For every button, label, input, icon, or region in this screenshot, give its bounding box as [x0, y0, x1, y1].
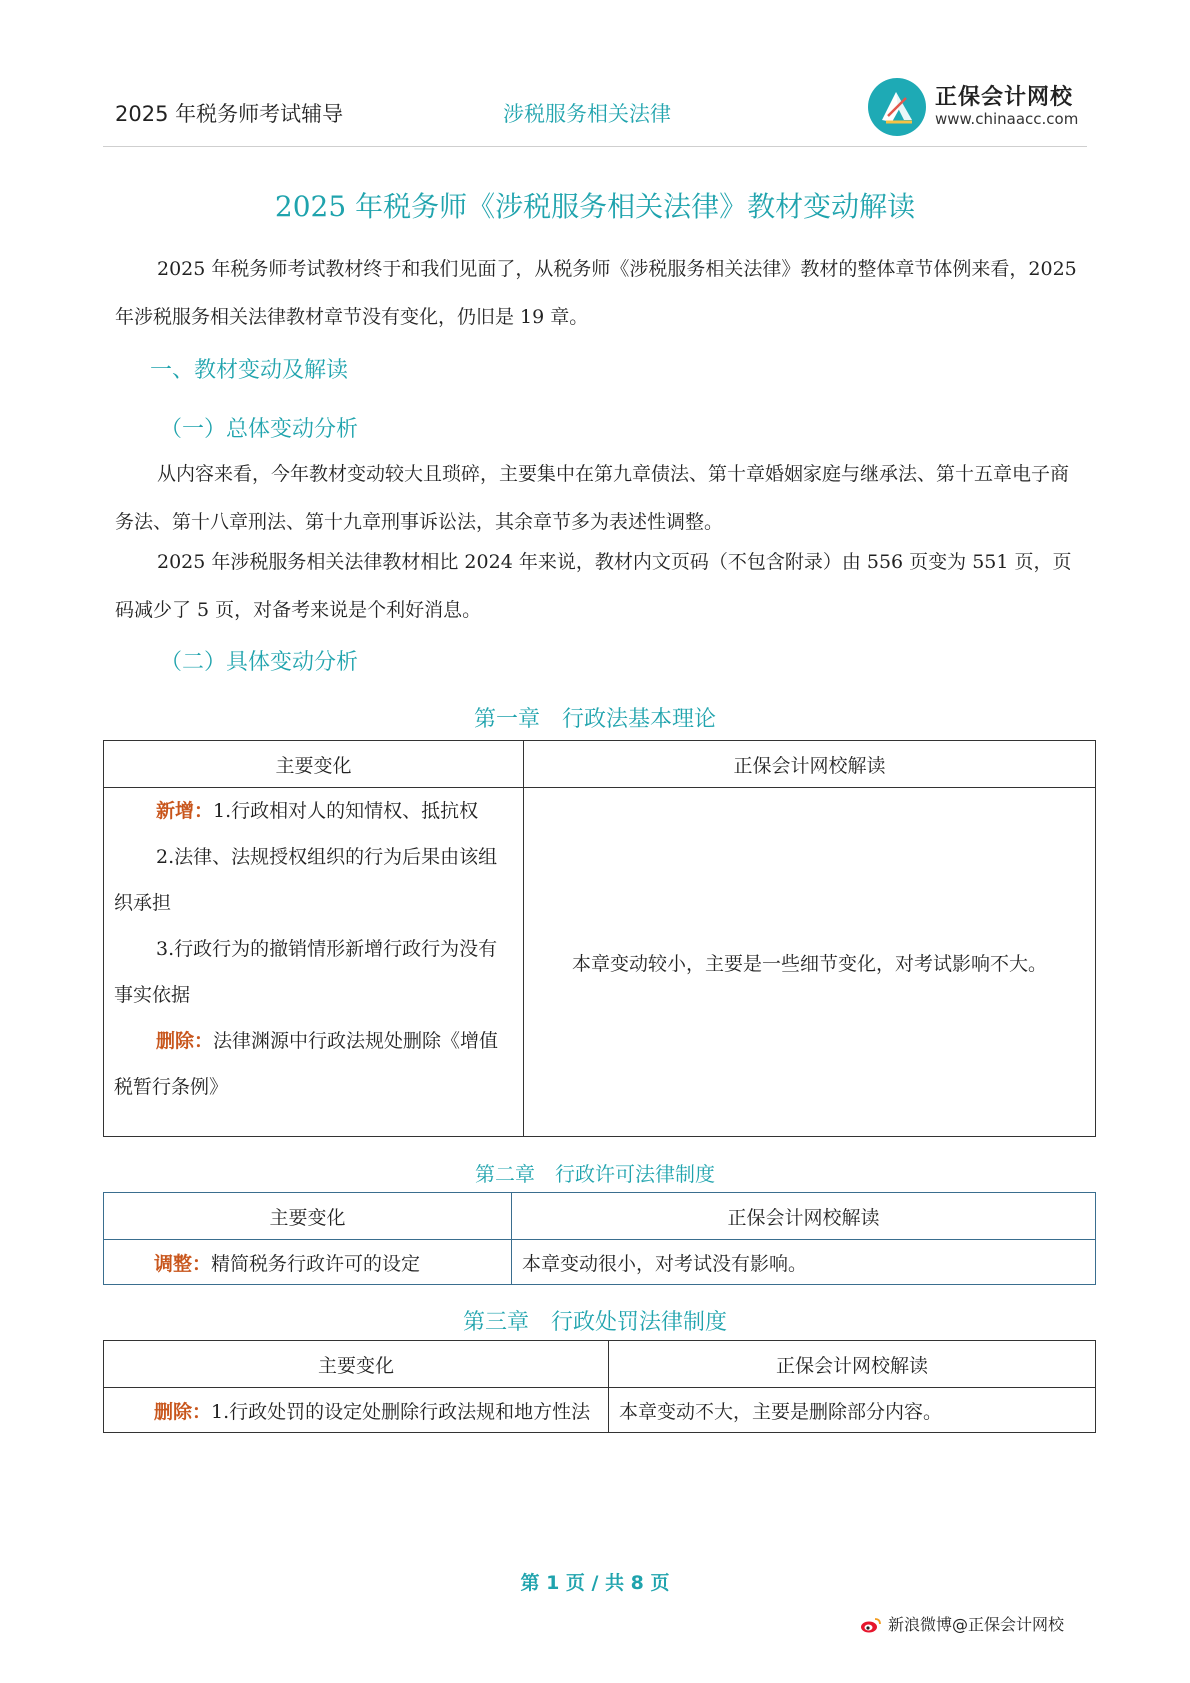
header-main-change: 主要变化: [104, 1193, 512, 1240]
logo-url: www.chinaacc.com: [935, 110, 1079, 128]
header-interpretation: 正保会计网校解读: [524, 741, 1096, 788]
chapter-2-interpretation: 本章变动很小，对考试没有影响。: [512, 1240, 1096, 1285]
page-number: 第 1 页 / 共 8 页: [520, 1572, 670, 1594]
chapter-3-table: [103, 1340, 1096, 1433]
subsection-heading-2: （二）具体变动分析: [160, 650, 359, 675]
section-heading-1: 一、教材变动及解读: [150, 358, 349, 383]
chapter-2-changes: 调整：精简税务行政许可的设定: [104, 1240, 512, 1285]
header-interpretation: 正保会计网校解读: [512, 1193, 1096, 1240]
chapter-1-interpretation: 本章变动较小，主要是一些细节变化，对考试影响不大。: [524, 788, 1096, 1137]
deleted-item: 删除：法律渊源中行政法规处删除《增值税暂行条例》: [114, 1030, 499, 1098]
header-left-title: 2025 年税务师考试辅导: [115, 102, 344, 126]
weibo-text: 新浪微博@正保会计网校: [888, 1615, 1065, 1634]
overall-paragraph-1: 从内容来看，今年教材变动较大且琐碎，主要集中在第九章债法、第十章婚姻家庭与继承法、第十五章电子商务法、第十八章刑法、第十九章刑事诉讼法，其余章节多为表述性调整。: [115, 463, 1070, 533]
added-item-1: 新增：1.行政相对人的知情权、抵抗权: [156, 800, 479, 822]
chapter-3-interpretation: 本章变动不大，主要是删除部分内容。: [609, 1388, 1096, 1433]
chapter-1-table: [103, 740, 1096, 1137]
chapter-1-title: 第一章 行政法基本理论: [473, 707, 716, 732]
chapter-2-title: 第二章 行政许可法律制度: [475, 1162, 715, 1186]
deleted-label: 删除：: [156, 1030, 214, 1052]
intro-paragraph: 2025 年税务师考试教材终于和我们见面了，从税务师《涉税服务相关法律》教材的整体章节体例来看，2025 年涉税服务相关法律教材章节没有变化，仍旧是 19 章。: [115, 258, 1077, 328]
chapter-2-table: [103, 1192, 1096, 1285]
header-main-change: 主要变化: [104, 1341, 609, 1388]
document-title: 2025 年税务师《涉税服务相关法律》教材变动解读: [274, 190, 916, 223]
header-main-change: 主要变化: [104, 741, 524, 788]
page-header: [103, 60, 1087, 147]
header-subject: 涉税服务相关法律: [503, 102, 671, 126]
weibo-icon: [860, 1617, 882, 1633]
chapter-3-title: 第三章 行政处罚法律制度: [462, 1310, 727, 1335]
subsection-heading-1: （一）总体变动分析: [160, 417, 359, 442]
chinaacc-logo-icon: [868, 78, 926, 136]
logo-name: 正保会计网校: [935, 85, 1074, 110]
chapter-1-changes: [104, 788, 524, 1137]
added-item-2: 2.法律、法规授权组织的行为后果由该组织承担: [114, 846, 498, 914]
added-item-3: 3.行政行为的撤销情形新增行政行为没有事实依据: [114, 938, 498, 1006]
header-interpretation: 正保会计网校解读: [609, 1341, 1096, 1388]
overall-paragraph-2: 2025 年涉税服务相关法律教材相比 2024 年来说，教材内文页码（不包含附录）由 556 页变为 551 页，页码减少了 5 页，对备考来说是个利好消息。: [115, 551, 1072, 621]
added-label: 新增：: [156, 800, 214, 822]
adjust-label: 调整：: [154, 1252, 212, 1275]
weibo-credit: [860, 1612, 1064, 1635]
chapter-3-changes: 删除：1.行政处罚的设定处删除行政法规和地方性法: [104, 1388, 609, 1433]
deleted-label: 删除：: [154, 1400, 212, 1423]
